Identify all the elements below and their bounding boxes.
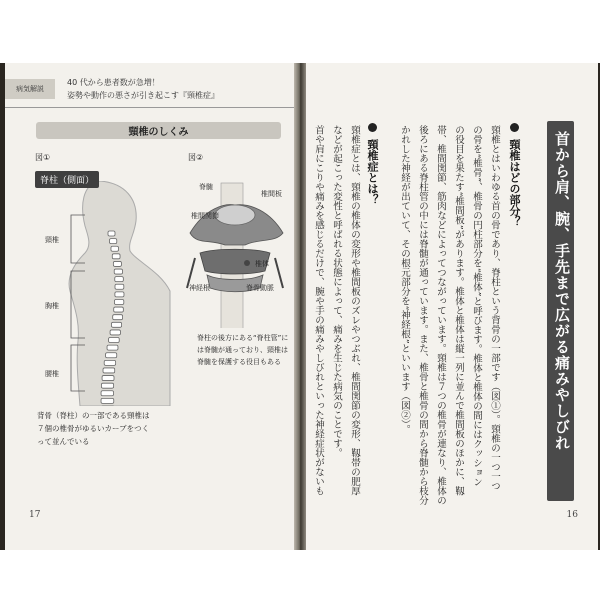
vertebra [101, 398, 114, 403]
vertebra [115, 284, 124, 289]
section-title: 頸椎のしくみ [36, 122, 281, 139]
page-number-left: 17 [29, 510, 41, 520]
bullet-icon [510, 123, 519, 132]
region-brackets [57, 213, 87, 393]
lumbar-label: 腰椎 [45, 370, 59, 378]
spinal-cord-label: 脊髄 [199, 183, 213, 191]
book-gutter [294, 63, 306, 550]
para1-line: かれした神経が出ていて、その根元部分を“神経根”といいます（図②）。 [399, 125, 410, 434]
cervical-label: 頸椎 [45, 236, 59, 244]
vertebra [109, 338, 120, 343]
thoracic-label: 胸椎 [45, 302, 59, 310]
vertebra [113, 315, 123, 320]
figure-2-label: 図② [188, 153, 204, 162]
figure-2-caption: 脊柱の後方にある“脊柱管”には脊髄が通っており、頸椎は脊髄を保護する役目もある [197, 334, 289, 366]
vertebra [102, 376, 114, 381]
header-divider [5, 107, 294, 108]
bullet-icon [368, 123, 377, 132]
facet-joint-label: 椎間関節 [191, 212, 219, 220]
header-line-2: 姿勢や動作の悪さが引き起こす『頸椎症』 [67, 91, 219, 100]
vertebral-artery-label: 脊骨動脈 [246, 284, 274, 292]
figure-1-caption: 背骨（脊柱）の一部である頸椎は７個の椎骨がゆるいカーブをつくって並んでいる [37, 411, 150, 446]
vertebra [115, 277, 124, 282]
disc-label: 椎間板 [261, 190, 282, 198]
right-page [306, 63, 598, 550]
spine-side-badge: 脊柱（側面） [35, 171, 99, 188]
vertebra [113, 261, 121, 266]
vertebra [114, 269, 122, 274]
vertebra [114, 307, 124, 312]
heading-2-text: 頸椎症とは？ [366, 138, 379, 205]
nerve-root-label: 神経根 [189, 284, 210, 292]
vertebra [101, 391, 113, 396]
para1-line: 帯、椎間関節、筋肉などによってつながっています。頸椎は７つの椎骨が連なり、椎体の [435, 125, 446, 505]
heading-cervical-spondylosis [364, 123, 380, 205]
header-tag: 病気解説 [5, 79, 55, 99]
vertebra [115, 292, 124, 297]
vertebra [112, 254, 120, 259]
para1-line: の役目を果たす“椎間板”があります。椎体と椎体は縦一列に並んで椎間板のほかに、靱 [453, 125, 464, 496]
para1-line: 後ろにある脊柱管の中には脊髄が通っています。また、椎骨と椎骨の間から脊髄から枝分 [417, 125, 428, 505]
vertebra [103, 368, 115, 373]
para2-line: 首や肩にこりや痛みを感じるだけで、腕や手の痛みやしびれといった神経症状がないも [313, 125, 324, 496]
vertebra [106, 353, 117, 358]
left-page [5, 63, 294, 550]
para2-line: などが起こった変性と呼ばれる状態によって、痛みを生じた病気のことです。 [331, 125, 342, 458]
vertebral-body-label: 椎体 [255, 260, 269, 268]
vertebra [107, 345, 118, 350]
header-line-1: 40 代から患者数が急増！ [67, 78, 160, 87]
vertebra [101, 383, 113, 388]
open-book [0, 63, 600, 550]
heading-1-text: 頸椎はどの部分？ [508, 138, 521, 227]
figure-1-label: 図① [35, 153, 51, 162]
para2-line: 頸椎症とは、頸椎の椎体の変形や椎間板のズレやつぶれ、椎間関節の変形、靱帯の肥厚 [349, 125, 360, 496]
vertebra [111, 322, 121, 327]
vertebra [104, 360, 115, 365]
para1-line: の骨を“椎骨”、椎骨の円柱部分を“椎体”と呼びます。椎体と椎体の間にはクッション [471, 125, 482, 487]
heading-cervical-part [506, 123, 522, 227]
para1-line: 頸椎とはいわゆる首の骨であり、脊柱という背骨の一部です（図①）。頸椎の一つ一つ [489, 125, 500, 491]
chapter-title: 首から肩、腕、手先まで広がる痛みやしびれ [553, 131, 571, 451]
vertebra [108, 231, 115, 236]
page-number-right: 16 [566, 510, 578, 520]
vertebra [114, 299, 123, 304]
vertebra [111, 246, 119, 251]
vertebra [110, 239, 117, 244]
vertebra [110, 330, 120, 335]
